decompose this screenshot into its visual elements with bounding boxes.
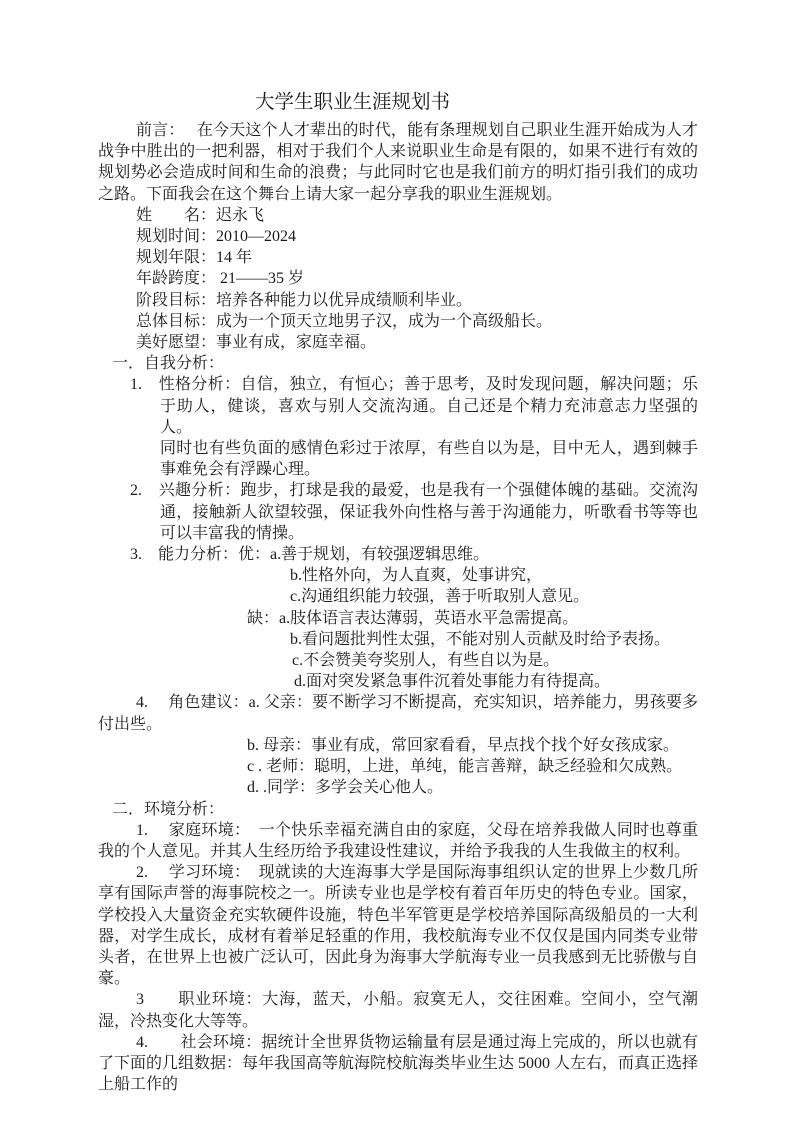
ability-weakness-a: 缺：a.肢体语言表达薄弱，英语水平急需提高。 [247,609,579,627]
role-advice-classmate: d. .同学：多学会关心他人。 [247,779,444,797]
role-advice-teacher: c . 老师：聪明，上进，单纯，能言善辩，缺乏经验和欠成熟。 [247,758,683,776]
document-page [98,90,698,1095]
item-career-env: 3 职业环境：大海，蓝天，小船。寂寞无人，交往困难。空间小，空气潮湿，冷热变化大等等。 [98,991,698,1030]
ability-weakness-c: c.不会赞美夸奖别人，有些自以为是。 [292,652,560,670]
item-role-advice: 4. 角色建议：a. 父亲：要不断学习不断提高，充实知识，培养能力，男孩要多付出些。 [98,694,698,733]
item-study-env: 2. 学习环境： 现就读的大连海事大学是国际海事组织认定的世界上少数几所享有国际声誉的海事院校之一。所读专业也是学校有着百年历史的特色专业。国家，学校投入大量资金充实软硬件设施，特色半军管更是学校培养国际高级船员的一大利器，对学生成长，成材有着举足轻重的作用，我校航海专业不仅仅是国内同类专业带头者，在世界上也被广泛认可，因此身为海事大学航海专业一员我感到无比骄傲与自豪。 [98,864,698,988]
preface-paragraph: 前言： 在今天这个人才辈出的时代，能有条理规划自己职业生涯开始成为人才战争中胜出的一把利器，相对于我们个人来说职业生命是有限的，如果不进行有效的规划势必会造成时间和生命的浪费；与此同时它也是我们前方的明灯指引我们的成功之路。下面我会在这个舞台上请大家一起分享我的职业生涯规划。 [98,122,698,203]
item-personality-cont: 同时也有些负面的感情色彩过于浓厚，有些自以为是，目中无人，遇到棘手事难免会有浮躁心理。 [160,440,698,479]
field-plan-years: 规划年限：14 年 [136,249,253,267]
item-interest: 2. 兴趣分析：跑步，打球是我的最爱，也是我有一个强健体魄的基础。交流沟通，接触新人欲望较强，保证我外向性格与善于沟通能力，听歌看书等等也可以丰富我的情操。 [130,482,698,542]
document-body [98,120,698,1095]
field-stage-goal: 阶段目标：培养各种能力以优异成绩顺利毕业。 [136,291,473,309]
ability-weakness-b: b.看问题批判性太强，不能对别人贡献及时给予表扬。 [290,630,671,648]
ability-strength-b: b.性格外向，为人直爽，处事讲究， [290,567,543,585]
role-advice-mother: b. 母亲：事业有成，常回家看看，早点找个找个好女孩成家。 [247,736,680,754]
field-plan-time: 规划时间：2010—2024 [136,228,297,246]
ability-weakness-d: d.面对突发紧急事件沉着处事能力有待提高。 [294,673,611,691]
document-title: 大学生职业生涯规划书 [255,92,451,113]
field-wish: 美好愿望：事业有成，家庭幸福。 [136,334,377,352]
item-ability: 3. 能力分析：优：a.善于规划，有较强逻辑思维。 [130,546,490,564]
item-personality: 1. 性格分析：自信，独立，有恒心；善于思考，及时发现问题，解决问题；乐于助人，健谈，喜欢与别人交流沟通。自己还是个精力充沛意志力坚强的人。 [130,376,698,436]
item-social-env: 4. 社会环境：据统计全世界货物运输量有层是通过海上完成的，所以也就有了下面的几组数据：每年我国高等航海院校航海类毕业生达 5000 人左右，而真正选择上船工作的 [98,1033,699,1094]
item-family-env: 1. 家庭环境： 一个快乐幸福充满自由的家庭，父母在培养我做人同时也尊重我的个人意见。并其人生经历给予我建设性建议，并给予我我的人生我做主的权利。 [98,821,698,860]
section-self-analysis: 一．自我分析： [112,355,225,373]
field-overall-goal: 总体目标：成为一个顶天立地男子汉，成为一个高级船长。 [136,312,553,330]
field-age-span: 年龄跨度： 21——35 岁 [136,270,305,288]
field-name: 姓 名：迟永飞 [136,206,265,224]
ability-strength-c: c.沟通组织能力较强，善于听取别人意见。 [290,588,590,606]
section-env-analysis: 二．环境分析： [112,800,225,818]
